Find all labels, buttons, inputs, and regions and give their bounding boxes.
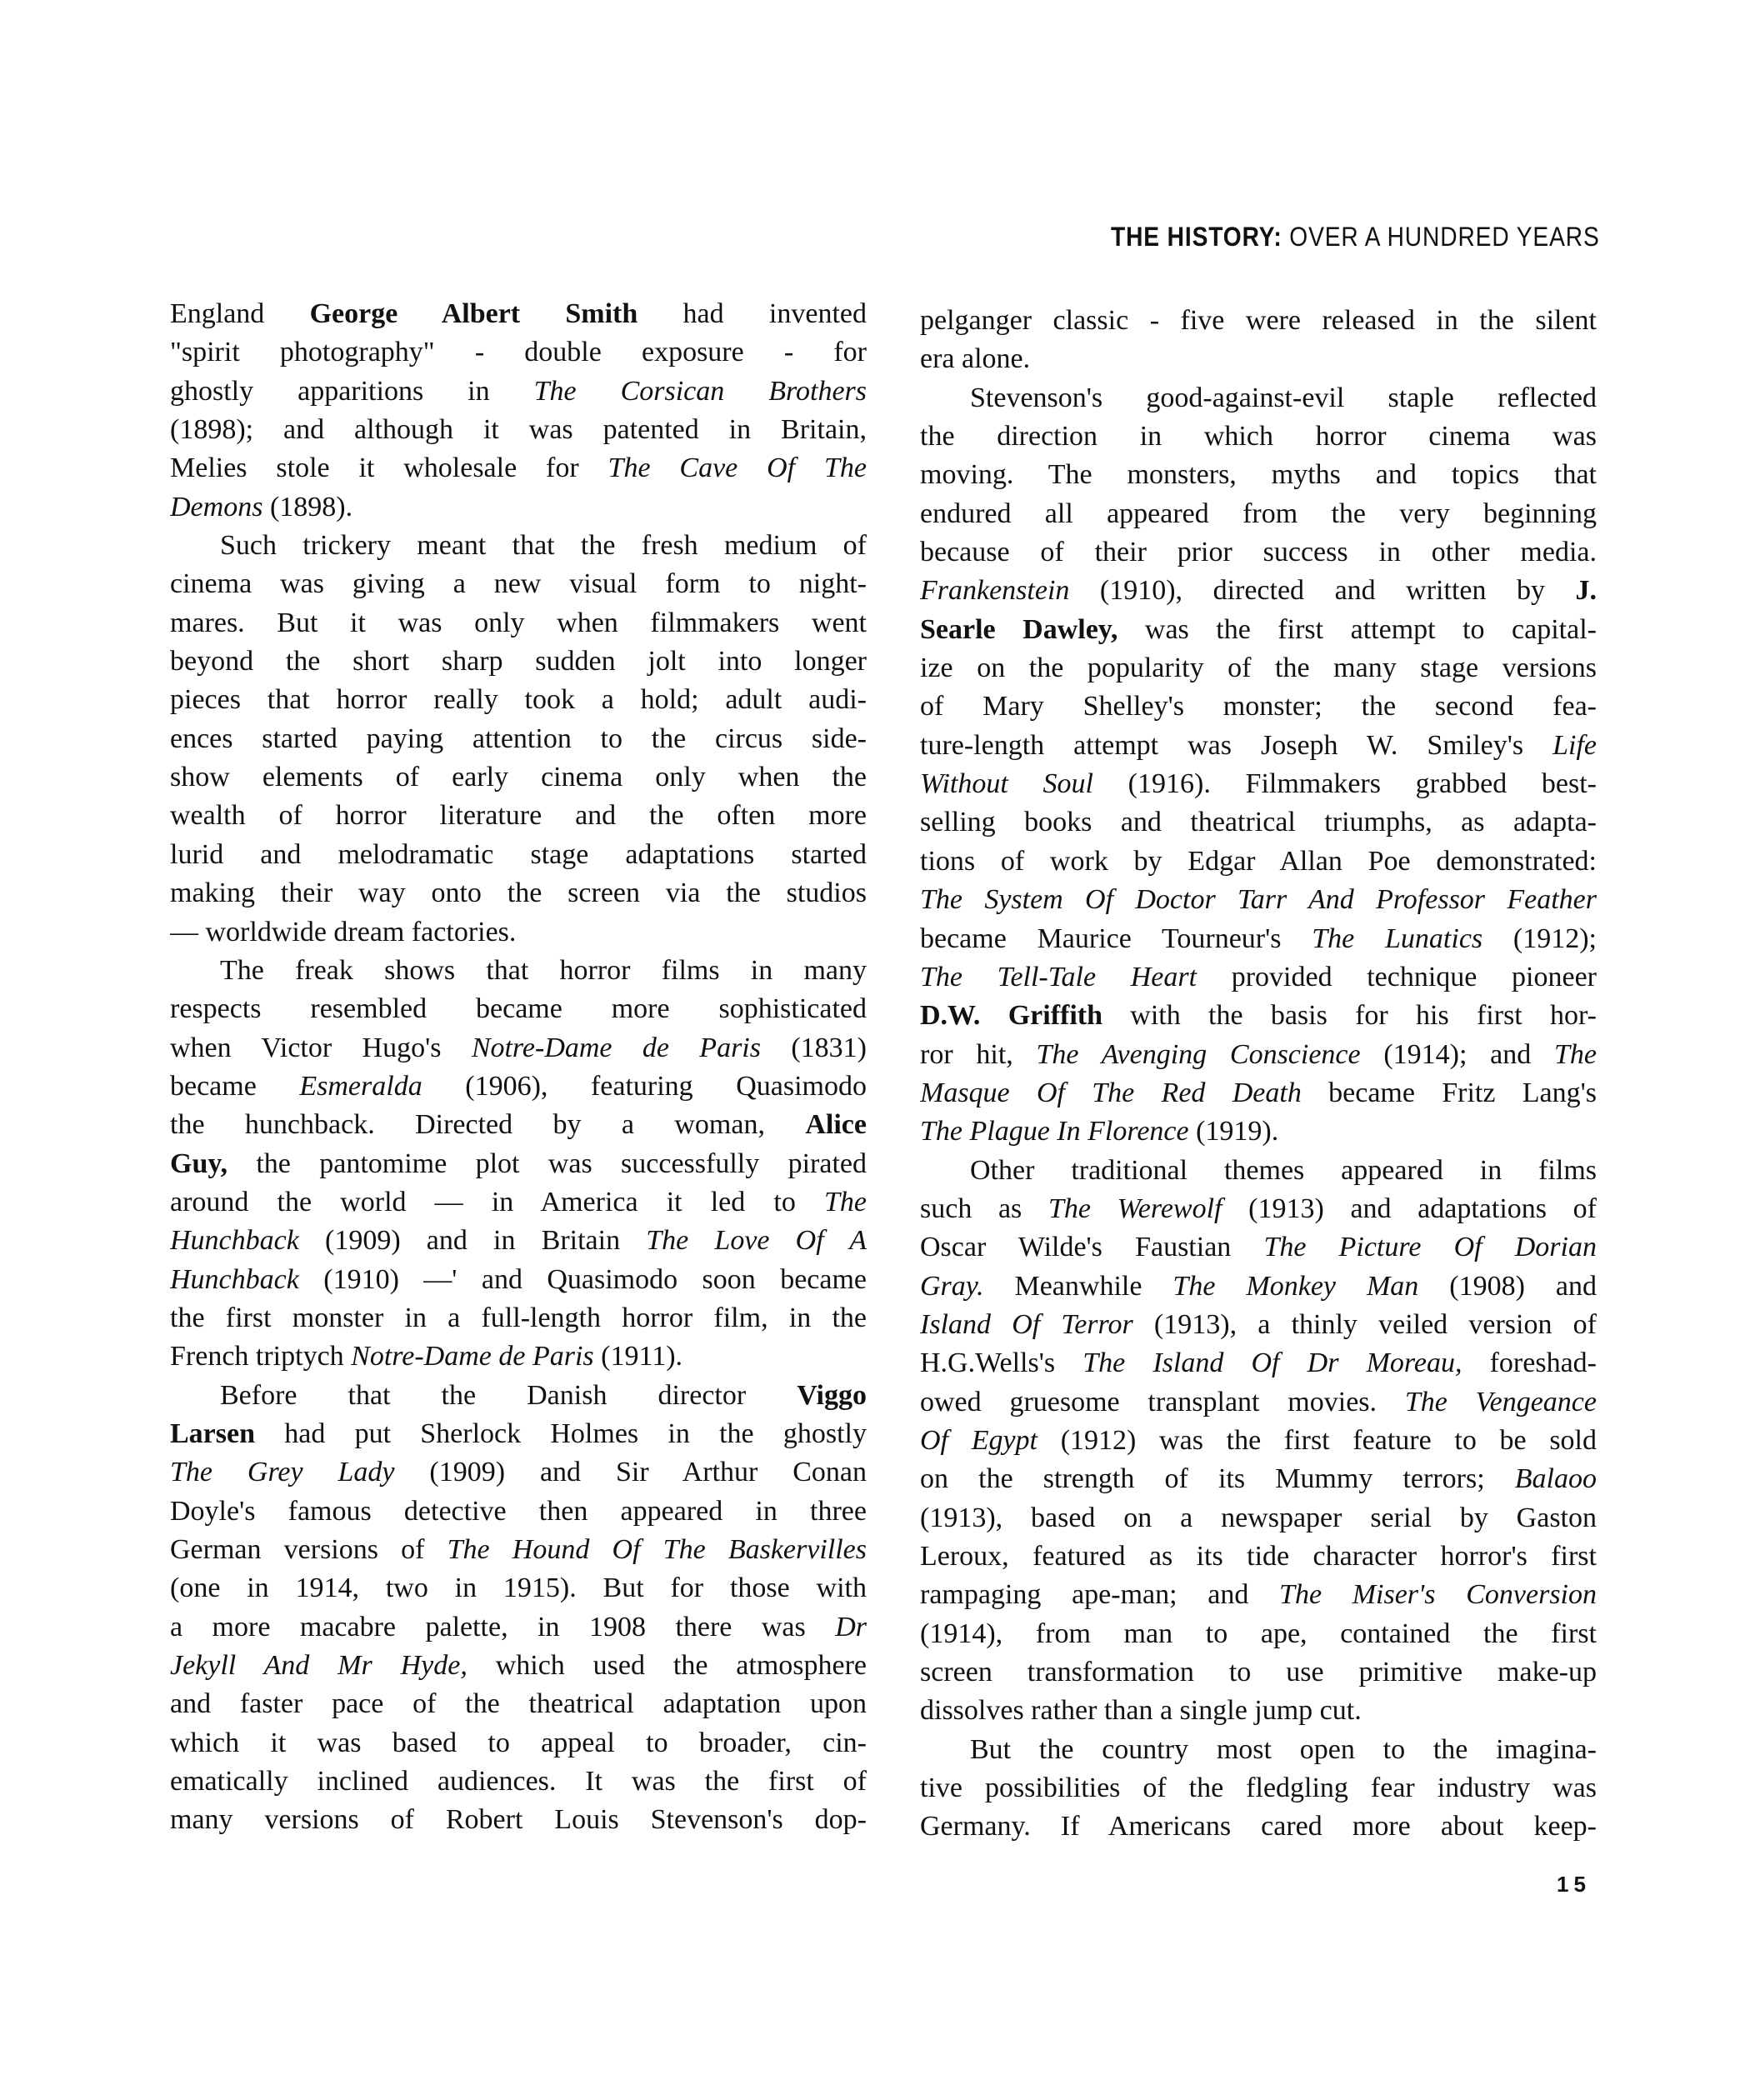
text-line <box>170 1415 867 1453</box>
text-run: making their way onto the screen via the studios <box>170 878 867 909</box>
italic-title: The Monkey Man <box>1172 1270 1419 1302</box>
text-run: ghostly apparitions in <box>170 375 534 407</box>
text-run: ences started paying attention to the circus side- <box>170 722 867 754</box>
text-run: (1906), featuring Quasimodo <box>422 1070 867 1102</box>
text-line <box>920 1653 1597 1692</box>
text-line <box>920 1808 1597 1846</box>
bold-name: Viggo <box>797 1379 867 1411</box>
text-line <box>920 881 1597 919</box>
text-line <box>170 952 867 990</box>
text-run: But the country most open to the imagina- <box>970 1733 1597 1765</box>
text-run: (1913), based on a newspaper serial by Gaston <box>920 1502 1597 1533</box>
text-run: (1914); and <box>1360 1038 1554 1070</box>
text-line <box>920 1422 1597 1460</box>
text-line <box>920 379 1597 418</box>
italic-title: The Lunatics <box>1312 922 1483 954</box>
text-run: (1910), directed and written by <box>1069 575 1576 607</box>
italic-title: Masque Of The Red Death <box>920 1077 1302 1108</box>
bold-name: Searle Dawley, <box>920 613 1118 645</box>
text-line <box>920 1306 1597 1344</box>
text-line <box>170 1145 867 1183</box>
text-run: ematically inclined audiences. It was the first of <box>170 1766 867 1798</box>
text-run: French triptych <box>170 1341 352 1372</box>
text-line <box>170 1222 867 1260</box>
text-run: Before that the Danish director <box>220 1379 798 1411</box>
italic-title: Demons <box>170 491 263 522</box>
italic-title: Island Of Terror <box>920 1308 1133 1340</box>
text-run: (1909) and Sir Arthur Conan <box>394 1457 867 1488</box>
text-run: Stevenson's good-against-evil staple reflected <box>970 382 1597 413</box>
text-line <box>920 1460 1597 1498</box>
text-line <box>170 642 867 681</box>
text-run: around the world — in America it led to <box>170 1186 824 1218</box>
text-run: had put Sherlock Holmes in the ghostly <box>255 1418 867 1449</box>
text-line <box>170 797 867 835</box>
text-run: owed gruesome transplant movies. <box>920 1386 1405 1418</box>
italic-title: Hunchback <box>170 1263 299 1295</box>
text-run: the pantomime plot was successfully pirated <box>227 1148 867 1179</box>
text-run: England <box>170 298 310 329</box>
bold-name: Alice <box>805 1109 867 1141</box>
text-line <box>920 765 1597 803</box>
italic-title: The Vengeance <box>1404 1386 1597 1418</box>
text-run: Meanwhile <box>983 1270 1173 1302</box>
italic-title: The Tell-Tale Heart <box>920 961 1198 992</box>
text-line <box>170 333 867 372</box>
text-line <box>920 1576 1597 1614</box>
text-run: pelganger classic - five were released in the silent <box>920 305 1597 336</box>
text-run: screen transformation to use primitive make-up <box>920 1657 1597 1688</box>
italic-title: The Avenging Conscience <box>1036 1038 1361 1070</box>
text-line <box>170 1608 867 1647</box>
text-line <box>920 1228 1597 1267</box>
text-run: was the first attempt to capital- <box>1118 613 1597 645</box>
italic-title: Notre-Dame de Paris <box>471 1032 761 1063</box>
italic-title: Life <box>1552 729 1597 761</box>
text-run: on the strength of its Mummy terrors; <box>920 1463 1515 1495</box>
text-line <box>920 958 1597 997</box>
bold-name: George Albert Smith <box>309 298 638 329</box>
text-run: beyond the short sharp sudden jolt into longer <box>170 646 867 678</box>
text-line <box>920 456 1597 494</box>
text-line <box>920 842 1597 881</box>
text-line <box>920 302 1597 340</box>
text-line <box>920 1268 1597 1306</box>
italic-title: The <box>1554 1038 1597 1070</box>
text-line <box>920 997 1597 1035</box>
text-run: when Victor Hugo's <box>170 1032 472 1063</box>
text-line <box>170 720 867 758</box>
text-line <box>920 1152 1597 1190</box>
text-line <box>920 1383 1597 1422</box>
text-run: The freak shows that horror films in many <box>220 954 867 986</box>
text-run: had invented <box>638 298 867 329</box>
text-line <box>920 1769 1597 1808</box>
text-run: (1916). Filmmakers grabbed best- <box>1092 768 1597 800</box>
text-run: (1831) <box>760 1032 867 1063</box>
text-run: and faster pace of the theatrical adaptation upon <box>170 1688 867 1720</box>
text-run: pieces that horror really took a hold; adult audi- <box>170 684 867 716</box>
text-run: (1911). <box>593 1341 683 1372</box>
italic-title: Of Egypt <box>920 1424 1038 1456</box>
text-run: (1914), from man to ape, contained the first <box>920 1618 1597 1649</box>
text-run: moving. The monsters, myths and topics that <box>920 459 1597 491</box>
text-line <box>170 913 867 952</box>
text-run: the first monster in a full-length horror film, in the <box>170 1302 867 1333</box>
text-run: Melies stole it wholesale for <box>170 452 608 484</box>
text-run: (1912) was the first feature to be sold <box>1038 1424 1597 1456</box>
italic-title: The Love Of A <box>646 1225 867 1257</box>
text-run: the hunchback. Directed by a woman, <box>170 1109 806 1141</box>
text-run: became <box>170 1070 300 1102</box>
text-line <box>170 990 867 1028</box>
text-run: Doyle's famous detective then appeared in three <box>170 1495 867 1527</box>
text-run: which used the atmosphere <box>467 1650 867 1682</box>
text-run: Such trickery meant that the fresh medium of <box>220 530 867 562</box>
right-column <box>920 302 1597 1847</box>
italic-title: Esmeralda <box>299 1070 422 1102</box>
text-run: (1898). <box>262 491 353 522</box>
text-run: Germany. If Americans cared more about keep- <box>920 1811 1597 1842</box>
text-line <box>170 1647 867 1685</box>
text-run: provided technique pioneer <box>1197 961 1597 992</box>
italic-title: Without Soul <box>920 768 1093 800</box>
text-run: (1910) —' and Quasimodo soon became <box>298 1263 867 1295</box>
text-line <box>170 1183 867 1222</box>
text-run: which it was based to appeal to broader, cin- <box>170 1727 867 1758</box>
text-line <box>920 1615 1597 1653</box>
text-line <box>170 1569 867 1608</box>
text-line <box>170 1801 867 1839</box>
text-run: tions of work by Edgar Allan Poe demonstrated: <box>920 845 1597 877</box>
text-line <box>170 1453 867 1492</box>
italic-title: Notre-Dame de Paris <box>351 1341 594 1372</box>
text-line <box>170 565 867 603</box>
text-line <box>920 495 1597 533</box>
text-line <box>170 874 867 912</box>
text-run: (1912); <box>1482 922 1597 954</box>
text-run: a more macabre palette, in 1908 there was <box>170 1611 836 1642</box>
text-line <box>920 1731 1597 1769</box>
text-run: rampaging ape-man; and <box>920 1579 1280 1611</box>
text-run: such as <box>920 1192 1048 1224</box>
text-run: H.G.Wells's <box>920 1348 1083 1379</box>
text-run: cinema was giving a new visual form to night- <box>170 568 867 600</box>
text-line <box>920 803 1597 842</box>
page-number: 15 <box>1557 1872 1591 1897</box>
text-run: endured all appeared from the very beginning <box>920 498 1597 529</box>
text-line <box>170 1685 867 1723</box>
text-line <box>170 1068 867 1106</box>
italic-title: The Werewolf <box>1048 1192 1222 1224</box>
text-run: Leroux, featured as its tide character horror's first <box>920 1541 1597 1572</box>
italic-title: The System Of Doctor Tarr And Professor Feather <box>920 884 1597 916</box>
bold-name: Guy, <box>170 1148 228 1179</box>
text-line <box>170 488 867 527</box>
text-line <box>920 1344 1597 1382</box>
text-run: became Maurice Tourneur's <box>920 922 1312 954</box>
text-line <box>920 418 1597 456</box>
text-line <box>170 411 867 449</box>
text-run: with the basis for his first hor- <box>1102 1000 1597 1032</box>
left-column <box>170 295 867 1840</box>
italic-title: Gray. <box>920 1270 984 1302</box>
italic-title: Balaoo <box>1514 1463 1597 1495</box>
text-line <box>170 758 867 797</box>
text-line <box>170 1106 867 1144</box>
text-line <box>920 649 1597 688</box>
running-head-title: OVER A HUNDRED YEARS <box>1289 222 1600 252</box>
text-line <box>170 1029 867 1068</box>
text-run: German versions of <box>170 1534 448 1565</box>
text-line <box>170 836 867 874</box>
text-line <box>170 1338 867 1376</box>
text-line <box>170 449 867 488</box>
italic-title: The Plague In Florence <box>920 1116 1189 1148</box>
italic-title: The <box>824 1186 867 1218</box>
text-line <box>920 572 1597 610</box>
text-run: (1908) and <box>1418 1270 1597 1302</box>
bold-name: D.W. Griffith <box>920 1000 1103 1032</box>
italic-title: The Picture Of Dorian <box>1263 1232 1597 1263</box>
italic-title: The Cave Of The <box>608 452 867 484</box>
text-run: dissolves rather than a single jump cut. <box>920 1695 1362 1727</box>
running-head-section: THE HISTORY: <box>1111 222 1282 252</box>
text-line <box>920 1538 1597 1576</box>
text-run: foreshad- <box>1462 1348 1597 1379</box>
text-line <box>170 1299 867 1338</box>
text-run: the direction in which horror cinema was <box>920 421 1597 452</box>
italic-title: The Corsican Brothers <box>533 375 867 407</box>
text-line <box>920 1190 1597 1228</box>
italic-title: The Hound Of The Baskervilles <box>447 1534 867 1565</box>
text-run: ture-length attempt was Joseph W. Smiley's <box>920 729 1553 761</box>
text-line <box>920 1499 1597 1538</box>
text-run: (1898); and although it was patented in Britain, <box>170 414 867 446</box>
italic-title: Frankenstein <box>920 575 1070 607</box>
text-run: era alone. <box>920 343 1031 375</box>
text-line <box>170 1492 867 1531</box>
text-line <box>920 340 1597 378</box>
text-line <box>920 533 1597 572</box>
italic-title: The Grey Lady <box>170 1457 395 1488</box>
text-run: "spirit photography" - double exposure - for <box>170 337 867 368</box>
italic-title: Dr <box>835 1611 867 1642</box>
text-run: selling books and theatrical triumphs, as adapta- <box>920 807 1597 838</box>
text-run: many versions of Robert Louis Stevenson's dop- <box>170 1804 867 1836</box>
text-line <box>920 920 1597 958</box>
text-run: Other traditional themes appeared in films <box>970 1154 1597 1186</box>
text-run: tive possibilities of the fledgling fear industry was <box>920 1772 1597 1804</box>
italic-title: The Island Of Dr Moreau, <box>1082 1348 1462 1379</box>
text-line <box>170 1724 867 1762</box>
text-run: ize on the popularity of the many stage versions <box>920 652 1597 684</box>
italic-title: Hunchback <box>170 1225 299 1257</box>
text-line <box>170 681 867 719</box>
text-run: became Fritz Lang's <box>1301 1077 1597 1108</box>
text-run: mares. But it was only when filmmakers went <box>170 607 867 638</box>
text-run: lurid and melodramatic stage adaptations started <box>170 838 867 870</box>
text-line <box>920 1692 1597 1730</box>
text-line <box>920 1074 1597 1112</box>
text-run: (1913), a thinly veiled version of <box>1132 1308 1597 1340</box>
running-head <box>1111 222 1600 252</box>
text-line <box>170 1261 867 1299</box>
text-run: (1919). <box>1188 1116 1279 1148</box>
bold-name: Larsen <box>170 1418 255 1449</box>
text-run: — worldwide dream factories. <box>170 916 517 948</box>
text-line <box>920 727 1597 765</box>
text-line <box>170 295 867 333</box>
text-run: of Mary Shelley's monster; the second fea- <box>920 691 1597 722</box>
text-line <box>170 1762 867 1801</box>
text-run: show elements of early cinema only when the <box>170 762 867 793</box>
text-run: wealth of horror literature and the often more <box>170 800 867 832</box>
text-line <box>920 1036 1597 1074</box>
italic-title: The Miser's Conversion <box>1279 1579 1597 1611</box>
text-run: respects resembled became more sophisticated <box>170 993 867 1025</box>
text-run: because of their prior success in other media. <box>920 537 1597 568</box>
text-line <box>920 611 1597 649</box>
text-run: ror hit, <box>920 1038 1037 1070</box>
text-line <box>920 688 1597 726</box>
bold-name: J. <box>1575 575 1597 607</box>
text-run: (1913) and adaptations of <box>1222 1192 1597 1224</box>
text-line <box>170 372 867 411</box>
text-run: (one in 1914, two in 1915). But for those with <box>170 1572 867 1604</box>
text-line <box>170 1377 867 1415</box>
text-run: Oscar Wilde's Faustian <box>920 1232 1264 1263</box>
text-line <box>170 527 867 565</box>
text-line <box>920 1112 1597 1151</box>
text-run: (1909) and in Britain <box>298 1225 647 1257</box>
text-line <box>170 1531 867 1569</box>
italic-title: Jekyll And Mr Hyde, <box>170 1650 468 1682</box>
text-line <box>170 604 867 642</box>
